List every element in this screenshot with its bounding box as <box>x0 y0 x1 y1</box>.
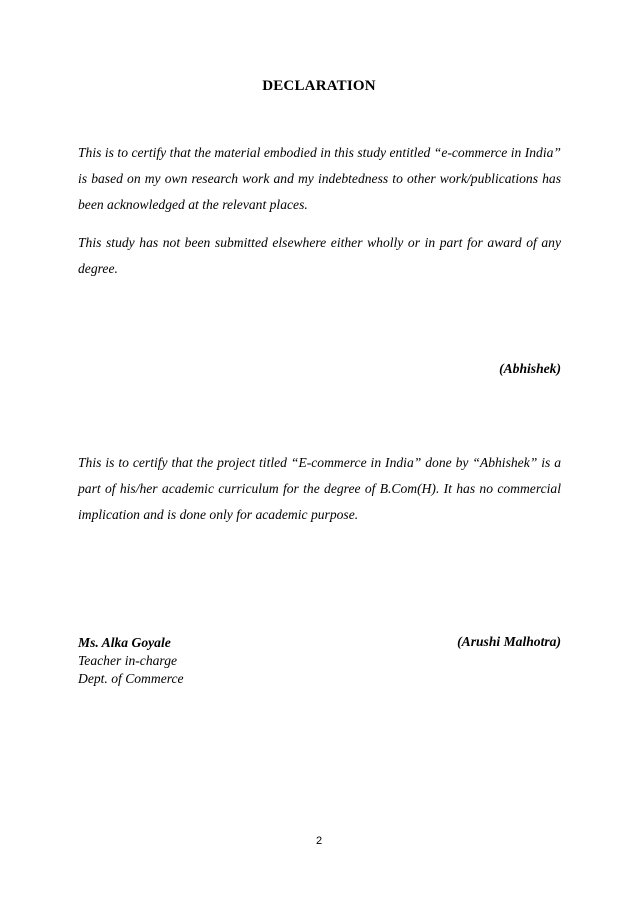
certificate-paragraph: This is to certify that the project titled “E-commerce in India” done by “Abhishek” is a part of his/her academic curriculum for the degree of B.Com(H). It has no commercial implication and is done only for academic purpose. <box>78 455 561 522</box>
second-signatory: (Arushi Malhotra) <box>457 634 561 649</box>
declaration-paragraph-2: This study has not been submitted elsewhere either wholly or in part for award of any degree. <box>78 235 561 276</box>
declaration-paragraph-1: This is to certify that the material embodied in this study entitled “e-commerce in India” is based on my own research work and my indebtedness to other work/publications has been acknowledged at the relevant places. <box>78 145 561 212</box>
teacher-signature-block <box>78 634 184 688</box>
teacher-role: Teacher in-charge <box>78 653 178 668</box>
student-signature: (Abhishek) <box>499 361 561 376</box>
teacher-name: Ms. Alka Goyale <box>78 635 171 650</box>
teacher-department: Dept. of Commerce <box>78 671 184 686</box>
page-title: DECLARATION <box>262 78 376 94</box>
page-number: 2 <box>315 835 323 847</box>
